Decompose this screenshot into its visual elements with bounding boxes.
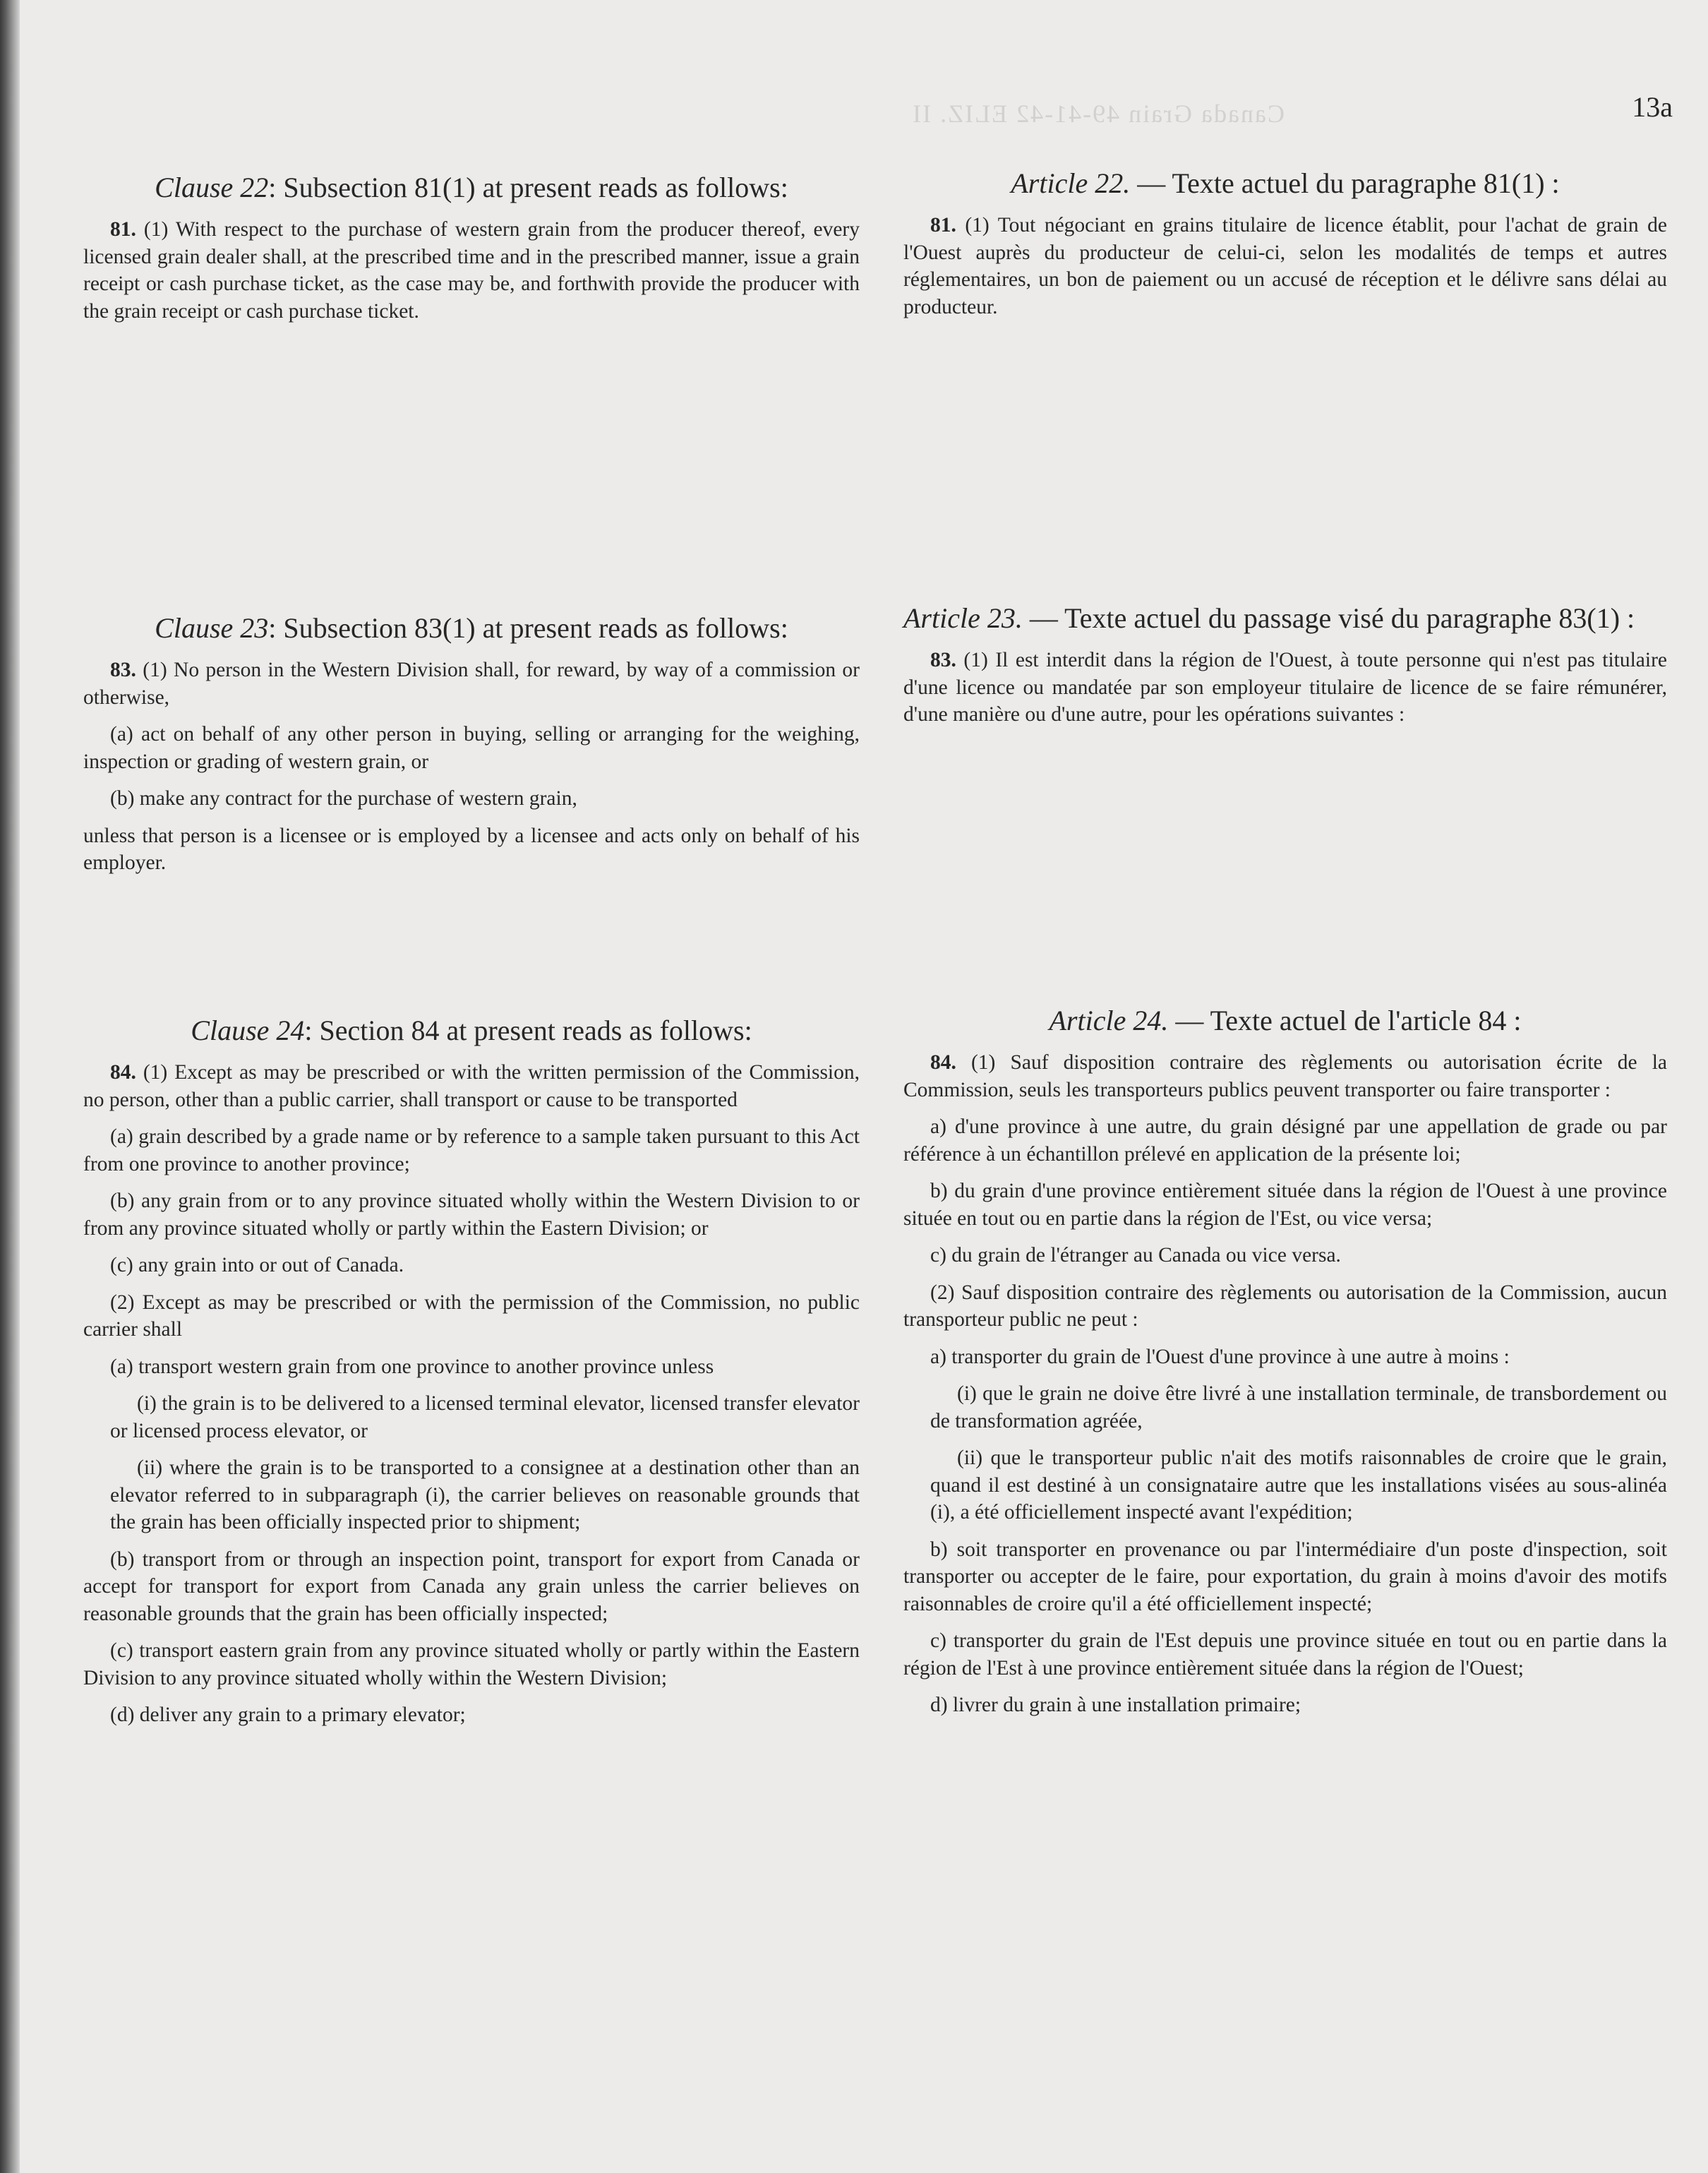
clause-23-text: 83. (1) No person in the Western Division shall, for reward, by way of a commission or otherwise, [83, 659, 860, 709]
article-24-s2-subpara-i: (i) que le grain ne doive être livré à une installation terminale, de transbordement ou de transformation agréée, [930, 1382, 1667, 1432]
clause-22-block [83, 169, 860, 335]
clause-23-heading: Clause 23: Subsection 83(1) at present reads as follows: [155, 612, 788, 644]
article-24-para-a: a) d'une province à une autre, du grain désigné par une appellation de grade ou par référence à un échantillon prélevé en application de la présente loi; [903, 1115, 1667, 1166]
clause-24-para-b: (b) any grain from or to any province situated wholly within the Western Division to or from any province situated wholly or partly within the Eastern Division; or [83, 1190, 860, 1240]
clause-24-s2-para-d: (d) deliver any grain to a primary elevator; [110, 1704, 466, 1726]
clause-22-text: 81. (1) With respect to the purchase of western grain from the producer thereof, every licensed grain dealer shall, at the prescribed time and in the prescribed manner, issue a grain receipt or cash purchase ticket, as the case may be, and forthwith provide the producer with the grain receipt or cash purchase ticket. [83, 218, 860, 323]
article-22-heading: Article 22. — Texte actuel du paragraphe 81(1) : [1011, 167, 1560, 199]
clause-23-para-b: (b) make any contract for the purchase of western grain, [110, 787, 577, 810]
article-24-s2-para-d: d) livrer du grain à une installation primaire; [930, 1694, 1301, 1716]
clause-24-s2-subpara-i: (i) the grain is to be delivered to a licensed terminal elevator, licensed transfer elevator or licensed process elevator, or [110, 1392, 860, 1442]
article-23-heading: Article 23. — Texte actuel du passage visé du paragraphe 83(1) : [903, 602, 1635, 634]
article-24-heading: Article 24. — Texte actuel de l'article 84 : [1049, 1005, 1522, 1036]
clause-23-block [83, 610, 860, 887]
article-24-s2-para-b: b) soit transporter en provenance ou par l'intermédiaire d'un poste d'inspection, soit transporter ou accepter de le faire, pour exportation, du grain à moins d'avoir des motifs raisonnables de croire qu'il a été officiellement inspecté; [903, 1538, 1667, 1615]
clause-24-para-c: (c) any grain into or out of Canada. [110, 1254, 404, 1276]
clause-22-heading: Clause 22: Subsection 81(1) at present reads as follows: [155, 172, 788, 203]
show-through-header: Canada Grain 49-41-42 ELIZ. II [911, 100, 1285, 128]
clause-24-text: 84. (1) Except as may be prescribed or with the written permission of the Commission, no person, other than a public carrier, shall transport or cause to be transported [83, 1061, 860, 1111]
article-24-para-b: b) du grain d'une province entièrement située dans la région de l'Ouest à une province située en tout ou en partie dans la région de l'Est, ou vice versa; [903, 1180, 1667, 1230]
clause-23-para-a: (a) act on behalf of any other person in buying, selling or arranging for the weighing, inspection or grading of western grain, or [83, 723, 860, 773]
article-22-text: 81. (1) Tout négociant en grains titulaire de licence établit, pour l'achat de grain de l'Ouest auprès du producteur de celui-ci, selon les modalités de temps et autres réglementaires, un bon de paiement ou un accusé de réception et le délivre sans délai au producteur. [903, 214, 1667, 318]
article-22-block [903, 165, 1667, 330]
clause-24-para-a: (a) grain described by a grade name or by reference to a sample taken pursuant to this Act from one province to another province; [83, 1125, 860, 1175]
clause-24-block [83, 1012, 860, 1739]
article-24-s2-para-a: a) transporter du grain de l'Ouest d'une province à une autre à moins : [930, 1345, 1510, 1368]
article-24-para-c: c) du grain de l'étranger au Canada ou vice versa. [930, 1244, 1341, 1267]
clause-24-s2-para-a: (a) transport western grain from one province to another province unless [110, 1355, 714, 1378]
page-number: 13a [1632, 91, 1673, 123]
article-24-block [903, 1002, 1667, 1729]
clause-24-s2-subpara-ii: (ii) where the grain is to be transported to a consignee at a destination other than an elevator referred to in subparagraph (i), the carrier believes on reasonable grounds that the grain has been officially inspected prior to shipment; [110, 1456, 860, 1533]
clause-23-tail: unless that person is a licensee or is employed by a licensee and acts only on behalf of his employer. [83, 824, 860, 874]
article-24-subsection-2: (2) Sauf disposition contraire des règlements ou autorisation de la Commission, aucun transporteur public ne peut : [903, 1281, 1667, 1331]
article-23-block [903, 600, 1667, 738]
article-24-s2-para-c: c) transporter du grain de l'Est depuis une province située en tout ou en partie dans la région de l'Est à une province entièrement située dans la région de l'Ouest; [903, 1629, 1667, 1680]
page-binding-shadow [0, 0, 20, 2173]
article-24-s2-subpara-ii: (ii) que le transporteur public n'ait des motifs raisonnables de croire que le grain, quand il est destiné à un consignataire autre que les installations visées au sous-alinéa (i), a été officiellement inspecté avant l'expédition; [930, 1447, 1667, 1524]
clause-24-s2-para-b: (b) transport from or through an inspection point, transport for export from Canada or accept for transport for export from Canada any grain unless the carrier believes on reasonable grounds that the grain has been officially inspected; [83, 1548, 860, 1625]
article-23-text: 83. (1) Il est interdit dans la région de l'Ouest, à toute personne qui n'est pas titulaire d'une licence ou mandatée par son employeur titulaire de licence de se faire rémunérer, d'une manière ou d'une autre, pour les opérations suivantes : [903, 649, 1668, 726]
clause-24-heading: Clause 24: Section 84 at present reads as follows: [191, 1014, 752, 1046]
clause-24-s2-para-c: (c) transport eastern grain from any province situated wholly or partly within the Eastern Division to any province situated wholly within the Western Division; [83, 1639, 860, 1689]
clause-24-subsection-2: (2) Except as may be prescribed or with the permission of the Commission, no public carrier shall [83, 1291, 860, 1341]
article-24-text: 84. (1) Sauf disposition contraire des règlements ou autorisation écrite de la Commission, seuls les transporteurs publics peuvent transporter ou faire transporter : [903, 1051, 1668, 1101]
